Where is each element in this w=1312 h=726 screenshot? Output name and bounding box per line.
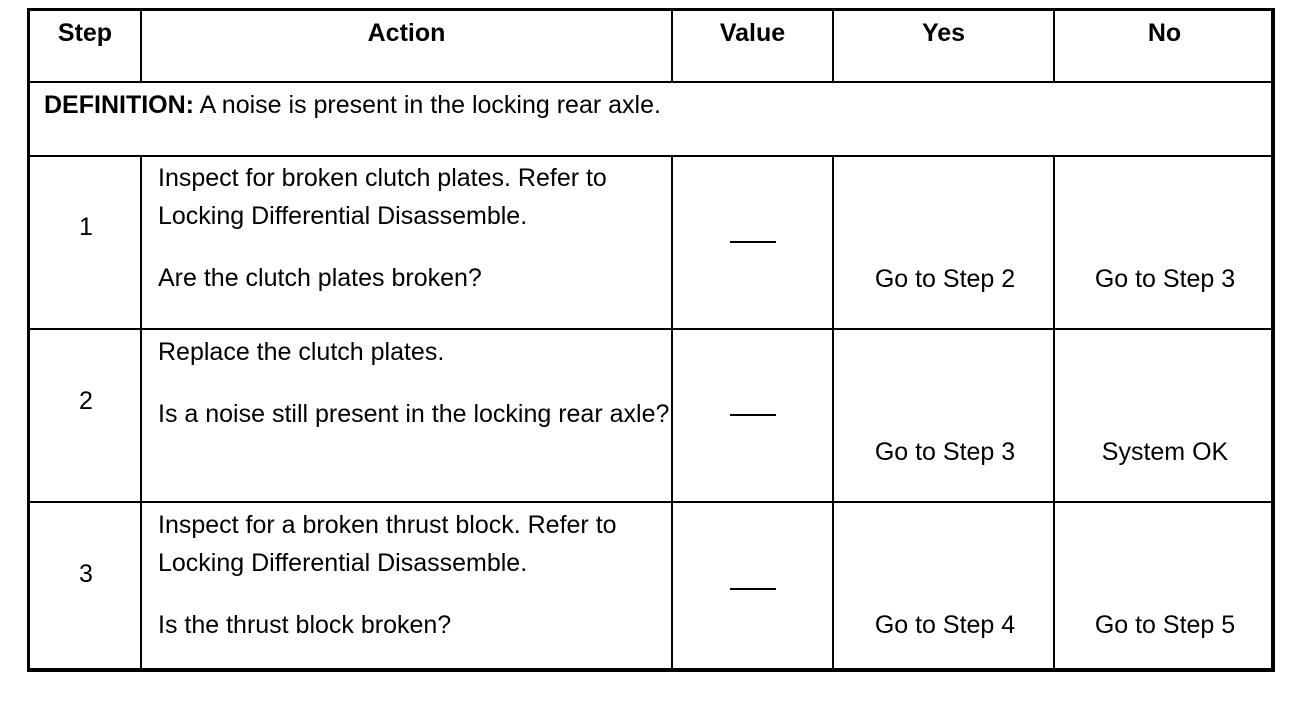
- col-divider-yes-body: [1053, 155, 1055, 668]
- row1-divider: [30, 328, 1271, 330]
- action-cell: [158, 333, 678, 433]
- action-cell: [158, 159, 678, 297]
- no-result: System OK: [1101, 438, 1229, 466]
- step-number: 3: [79, 560, 93, 588]
- step-number: 1: [79, 213, 93, 241]
- header-value: Value: [719, 19, 786, 47]
- action-cell: [158, 506, 678, 644]
- yes-result: Go to Step 4: [874, 611, 1016, 639]
- action-text: Replace the clutch plates.: [158, 338, 445, 366]
- value-dash: [730, 588, 776, 590]
- no-result: Go to Step 3: [1094, 265, 1236, 293]
- value-dash: [730, 241, 776, 243]
- action-question: Is the thrust block broken?: [158, 611, 452, 639]
- no-result: Go to Step 5: [1094, 611, 1236, 639]
- action-text: Inspect for broken clutch plates. Refer to Locking Differential Disassemble.: [158, 164, 607, 230]
- definition-divider: [30, 155, 1271, 157]
- yes-result: Go to Step 3: [874, 438, 1016, 466]
- row2-divider: [30, 501, 1271, 503]
- value-dash: [730, 414, 776, 416]
- header-action: Action: [367, 19, 446, 47]
- header-step: Step: [57, 19, 113, 47]
- action-question: Are the clutch plates broken?: [158, 264, 482, 292]
- col-divider-value-body: [832, 155, 834, 668]
- definition-label: DEFINITION:: [44, 91, 194, 119]
- definition-row: [44, 91, 661, 120]
- header-yes: Yes: [921, 19, 966, 47]
- diagnostic-table: [27, 8, 1275, 672]
- header-divider: [30, 81, 1271, 83]
- yes-result: Go to Step 2: [874, 265, 1016, 293]
- header-no: No: [1147, 19, 1182, 47]
- step-number: 2: [79, 387, 93, 415]
- action-question: Is a noise still present in the locking rear axle?: [158, 400, 670, 428]
- definition-text: A noise is present in the locking rear axle.: [194, 91, 661, 119]
- action-text: Inspect for a broken thrust block. Refer to Locking Differential Disassemble.: [158, 511, 617, 577]
